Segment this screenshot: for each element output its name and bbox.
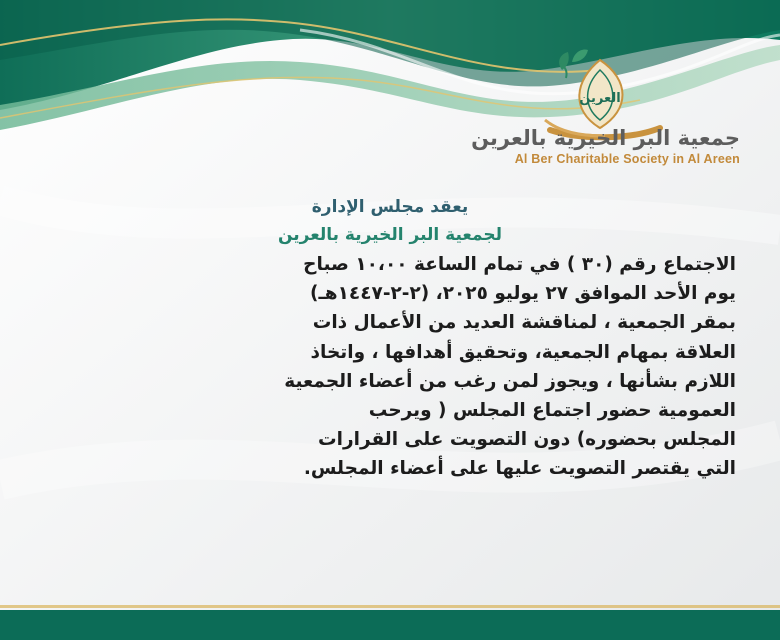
body-line: بمقر الجمعية ، لمناقشة العديد من الأعمال ذات [312, 312, 736, 334]
organization-name-arabic: جمعية البر الخيرية بالعرين [471, 126, 740, 150]
logo-mark-text: العرين [579, 91, 621, 106]
organization-name-english: Al Ber Charitable Society in Al Areen [514, 152, 740, 166]
footer-gold-line [0, 605, 780, 608]
heading-line-1: يعقد مجلس الإدارة [311, 197, 469, 217]
body-line: التي يقتصر التصويت عليها على أعضاء المجلس. [303, 458, 736, 480]
footer-bar [0, 610, 780, 640]
body-line: اللازم بشأنها ، ويجوز لمن رغب من أعضاء الجمعية [284, 370, 736, 392]
body-line: الاجتماع رقم (٣٠ ) في تمام الساعة ١٠،٠٠ صباح [303, 254, 736, 275]
announcement-body [46, 250, 736, 484]
heading-line-2: لجمعية البر الخيرية بالعرين [277, 225, 503, 245]
body-line: العمومية حضور اجتماع المجلس ( ويرحب [368, 400, 736, 422]
body-line: المجلس بحضوره) دون التصويت على القرارات [318, 429, 736, 451]
body-line: العلاقة بمهام الجمعية، وتحقيق أهدافها ، واتخاذ [310, 341, 736, 363]
body-line: يوم الأحد الموافق ٢٧ يوليو ٢٠٢٥، (٢-٢-١٤٤٧هـ) [310, 283, 736, 305]
